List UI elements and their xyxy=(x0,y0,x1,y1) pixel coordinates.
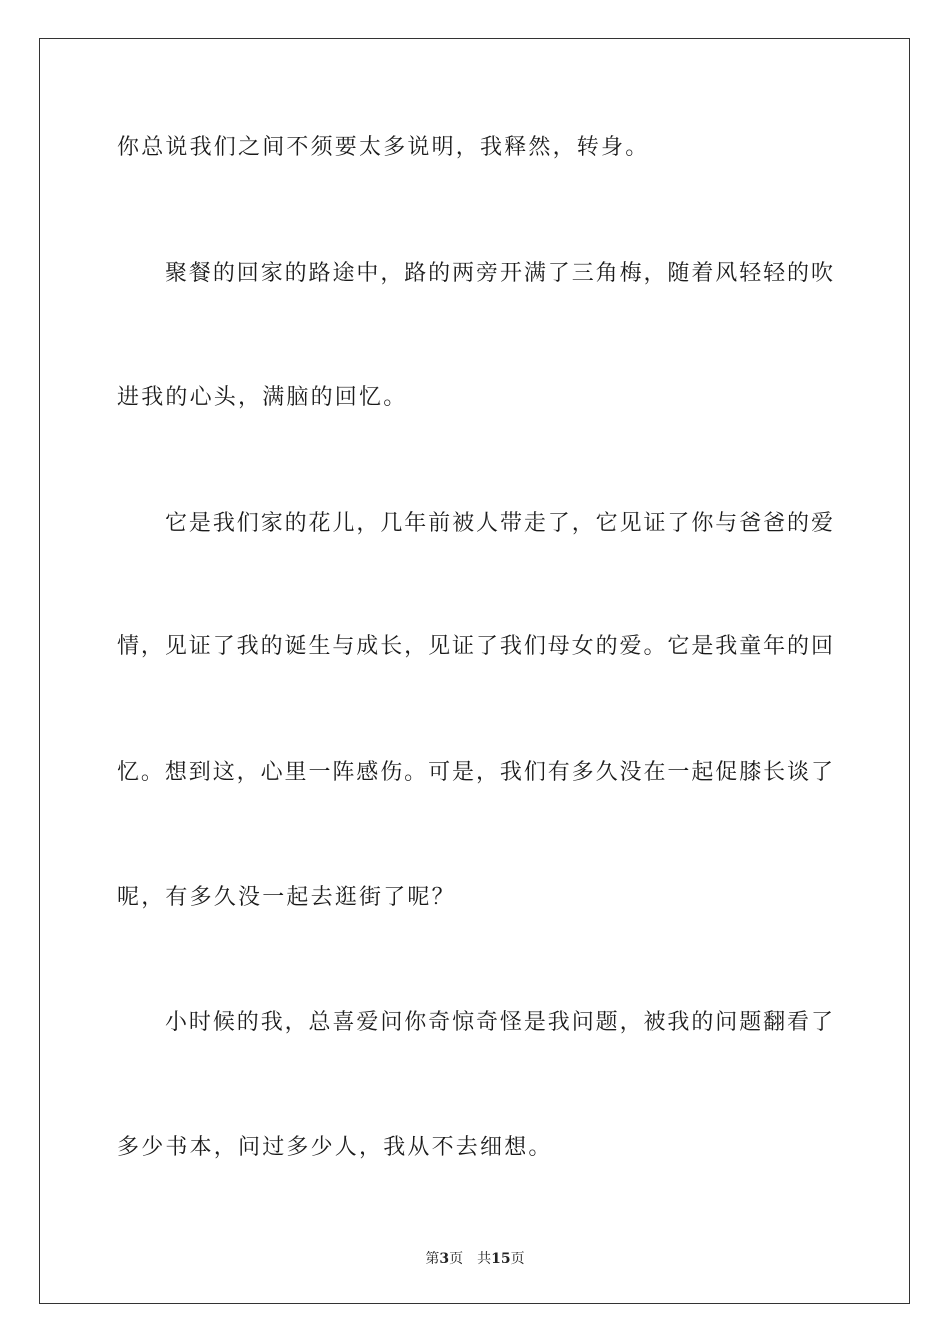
paragraph-start-line: 聚餐的回家的路途中，路的两旁开满了三角梅，随着风轻轻的吹 xyxy=(165,261,833,286)
page-border xyxy=(39,38,910,1304)
page-prefix: 第 xyxy=(425,1251,440,1267)
text-line: 忆。想到这，心里一阵感伤。可是，我们有多久没在一起促膝长谈了 xyxy=(117,760,833,785)
text-line: 你总说我们之间不须要太多说明，我释然，转身。 xyxy=(117,135,650,160)
text-line: 情，见证了我的诞生与成长，见证了我们母女的爱。它是我童年的回 xyxy=(117,634,833,659)
text-line: 进我的心头，满脑的回忆。 xyxy=(117,385,408,410)
paragraph-start-line: 小时候的我，总喜爱问你奇惊奇怪是我问题，被我的问题翻看了 xyxy=(165,1010,833,1035)
total-pages: 15 xyxy=(491,1251,511,1267)
page-suffix: 页 xyxy=(449,1251,464,1267)
page-footer xyxy=(0,1248,950,1268)
text-line: 呢，有多久没一起去逛街了呢？ xyxy=(117,885,456,910)
total-suffix: 页 xyxy=(510,1251,525,1267)
text-line: 多少书本，问过多少人，我从不去细想。 xyxy=(117,1135,553,1160)
page-number: 3 xyxy=(439,1251,450,1267)
total-prefix: 共 xyxy=(477,1251,492,1267)
paragraph-start-line: 它是我们家的花儿，几年前被人带走了，它见证了你与爸爸的爱 xyxy=(165,511,833,536)
